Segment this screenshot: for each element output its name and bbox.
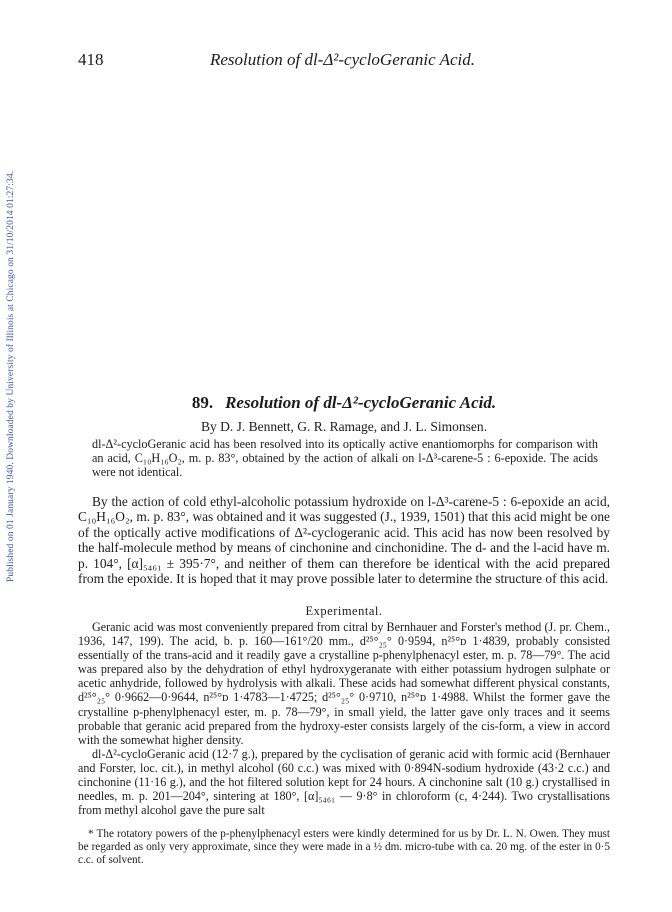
running-header: [78, 50, 618, 74]
footnote: [78, 828, 610, 868]
download-watermark-text: Published on 01 January 1940. Downloaded by University of Illinois at Chicago on 31/10/2014 01:27:34.: [6, 170, 16, 582]
article-authors: By D. J. Bennett, G. R. Ramage, and J. L. Simonsen.: [200, 419, 488, 434]
introduction-paragraph: By the action of cold ethyl-alcoholic potassium hydroxide on l-Δ³-carene-5 : 6-epoxide an acid, C₁₀H₁₆O₂, m. p. 83°, was obtained and it was suggested (J., 1939, 1501) that this acid might be one of the optically active modifications of Δ²-cyclogeranic acid. This acid has now been resolved by the half-molecule method by means of cinchonine and cinchonidine. The d- and the l-acid have m. p. 104°, [α]₅₄₆₁ ± 395·7°, and neither of them can therefore be identical with the acid prepared from the epoxide. It is hoped that it may prove possible later to determine the structure of this acid.: [78, 494, 610, 587]
experimental-paragraph-2: dl-Δ²-cycloGeranic acid (12·7 g.), prepared by the cyclisation of geranic acid with formic acid (Bernhauer and Forster, loc. cit.), in methyl alcohol (60 c.c.) was mixed with 0·894N-sodium hydroxide (43·2 c.c.) and cinchonine (11·16 g.), and the hot filtered solution kept for 24 hours. A cinchonine salt (10 g.) crystallised in needles, m. p. 201—204°, sintering at 180°, [α]₅₄₆₁ — 9·8° in chloroform (c, 4·244). Two crystallisations from methyl alcohol gave the pure salt: [78, 746, 610, 818]
article-title: [78, 393, 610, 413]
download-watermark: [6, 112, 18, 582]
article-heading: [78, 393, 610, 435]
running-title: Resolution of dl-Δ²-cycloGeranic Acid.: [210, 50, 475, 69]
abstract: dl-Δ²-cycloGeranic acid has been resolved into its optically active enantiomorphs for comparison with an acid, C₁₀H₁₆O₂, m. p. 83°, obtained by the action of alkali on l-Δ³-carene-5 : 6-epoxide. The acids were not identical.: [92, 437, 598, 480]
experimental-paragraph-1: Geranic acid was most conveniently prepared from citral by Bernhauer and Forster's method (J. pr. Chem., 1936, 147, 199). The acid, b. p. 160—161°/20 mm., d²⁵°₂₅° 0·9594, n²⁵°ᴅ 1·4839, probably consisted essentially of the trans-acid and it readily gave a crystalline p-phenylphenacyl ester, m. p. 78—79°. The acid was prepared also by the dehydration of ethyl hydroxygeranate with either potassium hydrogen sulphate or acetic anhydride, followed by hydrolysis with alkali. These acids had somewhat different physical constants, d²⁵°₂₅° 0·9662—0·9644, n²⁵°ᴅ 1·4783—1·4725; d²⁵°₂₅° 0·9710, n²⁵°ᴅ 1·4988. Whilst the former gave the crystalline p-phenylphenacyl ester, m. p. 78—79°, in small yield, the latter gave only traces and it seems probable that geranic acid prepared from the hydroxy-ester consists largely of the cis-form, a view in accord with the somewhat higher density.: [78, 620, 610, 747]
section-heading: Experimental.: [305, 604, 383, 618]
article-number: 89.: [191, 393, 214, 412]
page-number: 418: [78, 50, 104, 69]
experimental-section: [78, 620, 610, 817]
article-title-text: Resolution of dl-Δ²-cycloGeranic Acid.: [225, 393, 497, 412]
footnote-text: * The rotatory powers of the p-phenylphenacyl esters were kindly determined for us by Dr. L. N. Owen. They must be regarded as only very approximate, since they were made in a ½ dm. micro-tube with ca. 20 mg. of the ester in 0·5 c.c. of solvent.: [78, 828, 610, 867]
introduction: [78, 494, 610, 586]
